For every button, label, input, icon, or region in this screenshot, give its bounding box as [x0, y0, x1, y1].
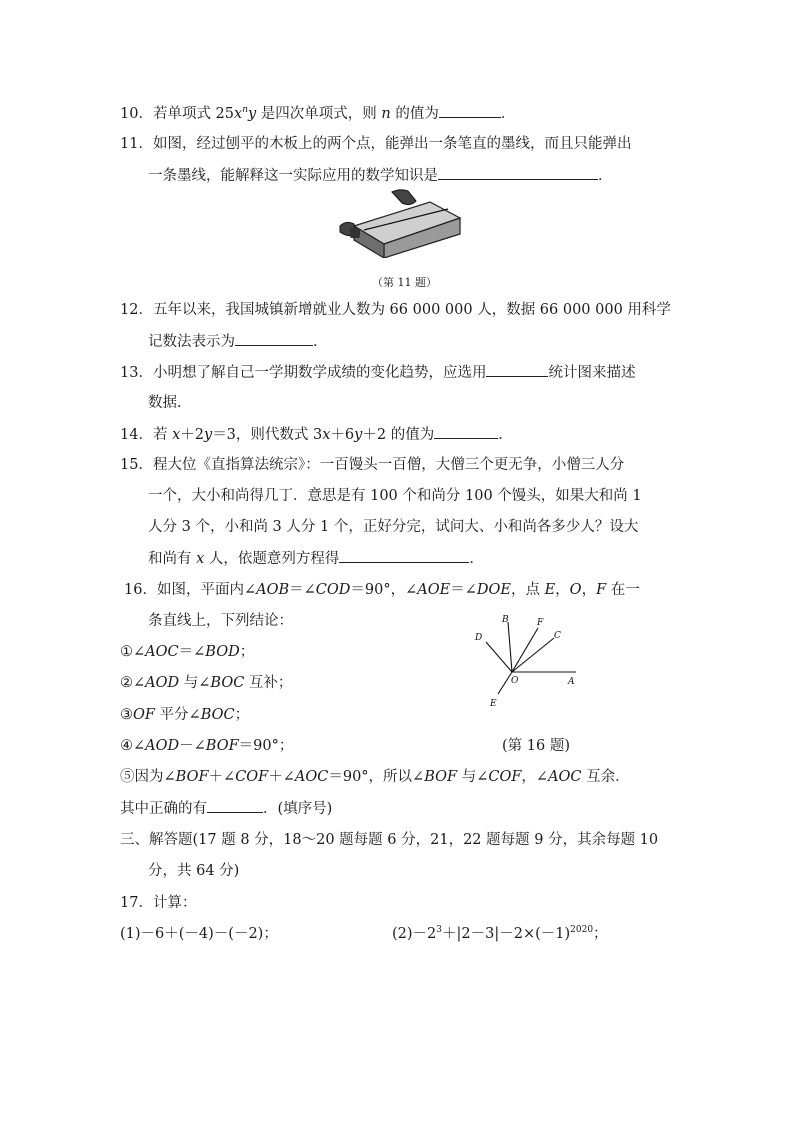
- q16-text: ．(填序号): [263, 801, 333, 817]
- label-o: O: [511, 676, 519, 686]
- answer-blank[interactable]: [438, 165, 598, 180]
- hand-icon: [392, 190, 416, 205]
- question-15-line-4: [148, 548, 484, 569]
- q15-text: 一个，大小和尚得几丁．意思是有 100 个和尚分 100 个馒头，如果大和尚 1: [148, 488, 642, 504]
- q12-end: ．: [313, 334, 328, 350]
- exponent-n: n: [242, 105, 248, 116]
- q14-text: ＋2 的值为: [362, 427, 435, 443]
- ray-oc: [512, 638, 554, 672]
- question-15-line-3: [148, 517, 638, 537]
- q16-text: 在一: [606, 582, 640, 598]
- c-text: ⑤因为∠: [120, 769, 176, 785]
- label-f: F: [537, 618, 544, 628]
- angle-name: COF: [235, 769, 269, 785]
- angle-name: BOC: [210, 675, 245, 691]
- question-11-line-2: [148, 165, 613, 186]
- angle-name: AOD: [145, 738, 180, 754]
- q15-text: 人分 3 个，小和尚 3 人分 1 个，正好分完，试问大、小和尚各多少人？设大: [148, 519, 639, 535]
- question-11-line-1: [120, 134, 631, 154]
- c-text: ＝∠: [178, 644, 206, 660]
- ray-oe: [498, 672, 512, 694]
- c-text: ；: [234, 707, 250, 723]
- label-c: C: [554, 631, 561, 641]
- q17-text: 计算：: [152, 895, 197, 911]
- question-17-part-1: [120, 924, 278, 944]
- question-number: 14．: [120, 427, 153, 443]
- answer-blank[interactable]: [434, 424, 498, 439]
- point-name: O: [569, 582, 582, 598]
- question-10: [120, 103, 515, 124]
- var-x: x: [196, 551, 205, 567]
- exponent: 3: [436, 925, 442, 936]
- section-3-heading-line-1: [120, 830, 658, 850]
- var-x: x: [322, 427, 331, 443]
- c-text: 与∠: [179, 675, 211, 691]
- c-text: ＋∠: [268, 769, 295, 785]
- ray-name: OF: [133, 707, 155, 723]
- c-text: ④∠: [120, 738, 146, 754]
- c-text: 与∠: [457, 769, 489, 785]
- c-text: ③: [120, 707, 133, 723]
- ray-of: [512, 628, 538, 672]
- c-text: ②∠: [120, 675, 146, 691]
- question-16-line-1: [124, 580, 640, 600]
- q16-text: 条直线上，下列结论：: [148, 613, 293, 629]
- conclusion-3: [120, 705, 249, 725]
- angle-name: AOD: [145, 675, 180, 691]
- question-12-line-2: [148, 331, 328, 352]
- question-number: 12．: [120, 302, 153, 318]
- question-16-answer-line: [120, 798, 332, 819]
- label-d: D: [475, 633, 483, 643]
- angle-name: DOE: [476, 582, 511, 598]
- question-14: [120, 424, 513, 445]
- angle-name: BOD: [205, 644, 240, 660]
- q12-text: 五年以来，我国城镇新增就业人数为 66 000 000 人，数据 66 000 000 用科学: [152, 302, 671, 318]
- var-y: y: [203, 427, 213, 443]
- q16-text: ，: [581, 582, 597, 598]
- answer-blank[interactable]: [235, 331, 313, 346]
- q10-text: 的值为: [390, 106, 439, 122]
- q16-text: ，: [555, 582, 570, 598]
- question-number: 11．: [120, 136, 153, 152]
- q13-text: 数据．: [148, 395, 192, 411]
- question-number: 10．: [120, 106, 153, 122]
- section-3-text: 分，共 64 分): [148, 863, 240, 879]
- section-3-text: 三、解答题(17 题 8 分，18～20 题每题 6 分，21，22 题每题 9 分，其余每题 10: [120, 832, 659, 848]
- angle-name: BOF: [175, 769, 209, 785]
- question-15-line-1: [120, 455, 624, 475]
- c-text: ，∠: [521, 769, 549, 785]
- q14-text: ＋6: [330, 427, 355, 443]
- q10-end: ．: [500, 106, 516, 122]
- section-3-heading-line-2: [148, 861, 239, 881]
- var-y: y: [354, 427, 363, 443]
- label-a: A: [568, 677, 575, 687]
- label-b: B: [502, 615, 509, 625]
- q15-text: 程大位《直指算法统宗》：一百馒头一百僧，大僧三个更无争，小僧三人分: [152, 457, 625, 473]
- figure-16-caption: (第 16 题): [502, 738, 570, 754]
- q11-end: ．: [598, 168, 613, 184]
- question-number: 17．: [120, 895, 153, 911]
- angle-name: AOE: [417, 582, 451, 598]
- question-13-line-2: [148, 393, 192, 413]
- question-number: 13．: [120, 365, 153, 381]
- question-17: [120, 893, 196, 913]
- angle-name: BOF: [424, 769, 458, 785]
- question-16-line-2: [148, 611, 293, 631]
- q14-text: ＝3，则代数式 3: [212, 427, 323, 443]
- angle-name: AOC: [145, 644, 179, 660]
- question-number: 15．: [120, 457, 153, 473]
- c-text: 互余．: [581, 769, 630, 785]
- c-text: ；: [239, 644, 255, 660]
- q16-text: 如图，平面内∠: [156, 582, 257, 598]
- c-text: ①∠: [120, 644, 146, 660]
- var-x: x: [234, 106, 243, 122]
- q17-part-2-text: (2)－2: [392, 926, 437, 942]
- q17-part-2-text: ；: [593, 926, 608, 942]
- answer-blank[interactable]: [339, 548, 469, 563]
- plank-ink-line-figure: [334, 186, 464, 258]
- ray-od: [486, 642, 512, 672]
- q16-text: ，点: [510, 582, 545, 598]
- q13-text: 小明想了解自己一学期数学成绩的变化趋势，应选用: [152, 365, 487, 381]
- question-13-line-1: [120, 362, 635, 383]
- angle-name: COD: [315, 582, 351, 598]
- q11-text: 如图，经过刨平的木板上的两个点，能弹出一条笔直的墨线，而且只能弹出: [152, 136, 632, 152]
- q11-text: 一条墨线，能解释这一实际应用的数学知识是: [148, 168, 438, 184]
- var-x: x: [172, 427, 181, 443]
- exponent: 2020: [570, 925, 594, 936]
- angle-rays-figure: [468, 610, 588, 712]
- c-text: ＝90°，所以∠: [328, 769, 425, 785]
- angle-name: AOC: [548, 769, 582, 785]
- answer-blank[interactable]: [486, 362, 548, 377]
- angle-name: COF: [488, 769, 522, 785]
- q14-text: 若: [152, 427, 173, 443]
- q12-text: 记数法表示为: [148, 334, 235, 350]
- var-y: y: [248, 106, 257, 122]
- c-text: 平分∠: [154, 707, 201, 723]
- q17-part-2-text: ＋|2－3|－2×(－1): [442, 926, 571, 942]
- point-name: E: [544, 582, 556, 598]
- label-e: E: [490, 699, 497, 709]
- conclusion-5: [120, 767, 630, 787]
- question-15-line-2: [148, 486, 642, 506]
- answer-blank[interactable]: [439, 103, 501, 118]
- question-number: 16．: [124, 582, 157, 598]
- q16-text: ＝∠: [450, 582, 477, 598]
- figure-11-caption: （第 11 题）: [372, 276, 437, 289]
- angle-name: AOC: [294, 769, 329, 785]
- c-text: －∠: [179, 738, 206, 754]
- q13-text: 统计图来描述: [548, 365, 636, 381]
- q10-text: 若单项式 25: [152, 106, 235, 122]
- c-text: 互补；: [244, 675, 293, 691]
- q15-text: 人，依题意列方程得: [204, 551, 340, 567]
- angle-name: BOC: [200, 707, 235, 723]
- var-n: n: [381, 106, 391, 122]
- q14-end: ．: [498, 427, 513, 443]
- q15-text: 和尚有: [148, 551, 197, 567]
- q16-text: ＝∠: [289, 582, 316, 598]
- q14-text: ＋2: [180, 427, 204, 443]
- conclusion-1: [120, 642, 254, 662]
- ink-box-icon: [350, 228, 360, 238]
- c-text: ＋∠: [208, 769, 236, 785]
- conclusion-2: [120, 673, 292, 693]
- q16-text: 其中正确的有: [120, 801, 207, 817]
- c-text: ＝90°；: [238, 738, 294, 754]
- answer-blank[interactable]: [207, 798, 263, 813]
- question-17-part-2: [392, 924, 608, 944]
- conclusion-4: [120, 736, 293, 756]
- q16-text: ＝90°，∠: [350, 582, 418, 598]
- point-name: F: [596, 582, 607, 598]
- q17-part-1-text: (1)－6＋(－4)－(－2)；: [120, 926, 278, 942]
- angle-name: BOF: [205, 738, 239, 754]
- angle-name: AOB: [256, 582, 290, 598]
- question-12-line-1: [120, 300, 671, 320]
- q10-text: 是四次单项式，则: [256, 106, 382, 122]
- ray-ob: [508, 622, 512, 672]
- q15-end: ．: [469, 551, 484, 567]
